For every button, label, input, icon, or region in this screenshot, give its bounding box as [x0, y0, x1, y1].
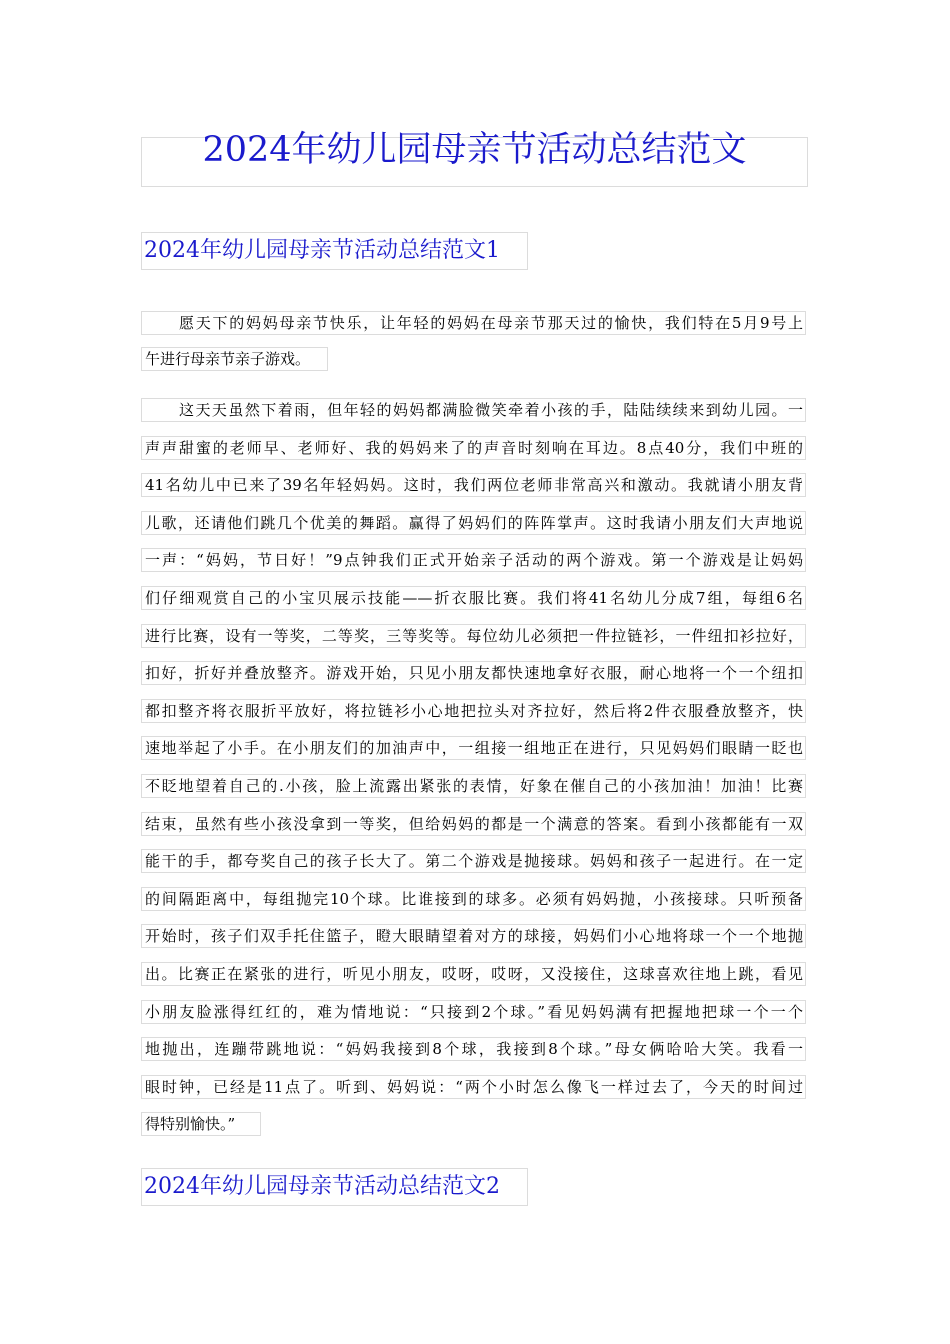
text-line: 地抛出，连蹦带跳地说：“妈妈我接到8个球，我接到8个球。”母女俩哈哈大笑。我看一	[141, 1037, 806, 1061]
document-title: 2024年幼儿园母亲节活动总结范文	[202, 130, 747, 170]
text-line: 都扣整齐将衣服折平放好，将拉链衫小心地把拉头对齐拉好，然后将2件衣服叠放整齐，快	[141, 699, 806, 723]
text-line: 能干的手，都夸奖自己的孩子长大了。第二个游戏是抛接球。妈妈和孩子一起进行。在一定	[141, 849, 806, 873]
text-line: 这天天虽然下着雨，但年轻的妈妈都满脸微笑牵着小孩的手，陆陆续续来到幼儿园。一	[141, 398, 806, 422]
text-line: 速地举起了小手。在小朋友们的加油声中，一组接一组地正在进行，只见妈妈们眼睛一眨也	[141, 736, 806, 760]
text-line: 得特别愉快。”	[141, 1112, 261, 1136]
text-line: 41名幼儿中已来了39名年轻妈妈。这时，我们两位老师非常高兴和激动。我就请小朋友背	[141, 473, 806, 497]
text-line: 开始时，孩子们双手托住篮子，瞪大眼睛望着对方的球接，妈妈们小心地将球一个一个地抛	[141, 924, 806, 948]
text-line: 午进行母亲节亲子游戏。	[141, 347, 328, 371]
text-line: 小朋友脸涨得红红的，难为情地说：“只接到2个球。”看见妈妈满有把握地把球一个一个	[141, 1000, 806, 1024]
text-line: 眼时钟，已经是11点了。听到、妈妈说：“两个小时怎么像飞一样过去了，今天的时间过	[141, 1075, 806, 1099]
text-line: 不眨地望着自己的.小孩，脸上流露出紧张的表情，好象在催自己的小孩加油！加油！比赛	[141, 774, 806, 798]
text-line: 结束，虽然有些小孩没拿到一等奖，但给妈妈的都是一个满意的答案。看到小孩都能有一双	[141, 812, 806, 836]
text-line: 儿歌，还请他们跳几个优美的舞蹈。赢得了妈妈们的阵阵掌声。这时我请小朋友们大声地说	[141, 511, 806, 535]
text-line: 一声：“妈妈，节日好！”9点钟我们正式开始亲子活动的两个游戏。第一个游戏是让妈妈	[141, 548, 806, 572]
text-line: 们仔细观赏自己的小宝贝展示技能——折衣服比赛。我们将41名幼儿分成7组，每组6名	[141, 586, 806, 610]
text-line: 进行比赛，设有一等奖，二等奖，三等奖等。每位幼儿必须把一件拉链衫，一件纽扣衫拉好，	[141, 624, 806, 648]
section-heading-1: 2024年幼儿园母亲节活动总结范文1	[141, 232, 528, 270]
text-line: 愿天下的妈妈母亲节快乐，让年轻的妈妈在母亲节那天过的愉快，我们特在5月9号上	[141, 311, 806, 335]
text-line: 声声甜蜜的老师早、老师好、我的妈妈来了的声音时刻响在耳边。8点40分，我们中班的	[141, 436, 806, 460]
text-line: 出。比赛正在紧张的进行，听见小朋友，哎呀，哎呀，又没接住，这球喜欢往地上跳，看见	[141, 962, 806, 986]
text-line: 扣好，折好并叠放整齐。游戏开始，只见小朋友都快速地拿好衣服，耐心地将一个一个纽扣	[141, 661, 806, 685]
text-line: 的间隔距离中，每组抛完10个球。比谁接到的球多。必须有妈妈抛，小孩接球。只听预备	[141, 887, 806, 911]
section-heading-2: 2024年幼儿园母亲节活动总结范文2	[141, 1168, 528, 1206]
